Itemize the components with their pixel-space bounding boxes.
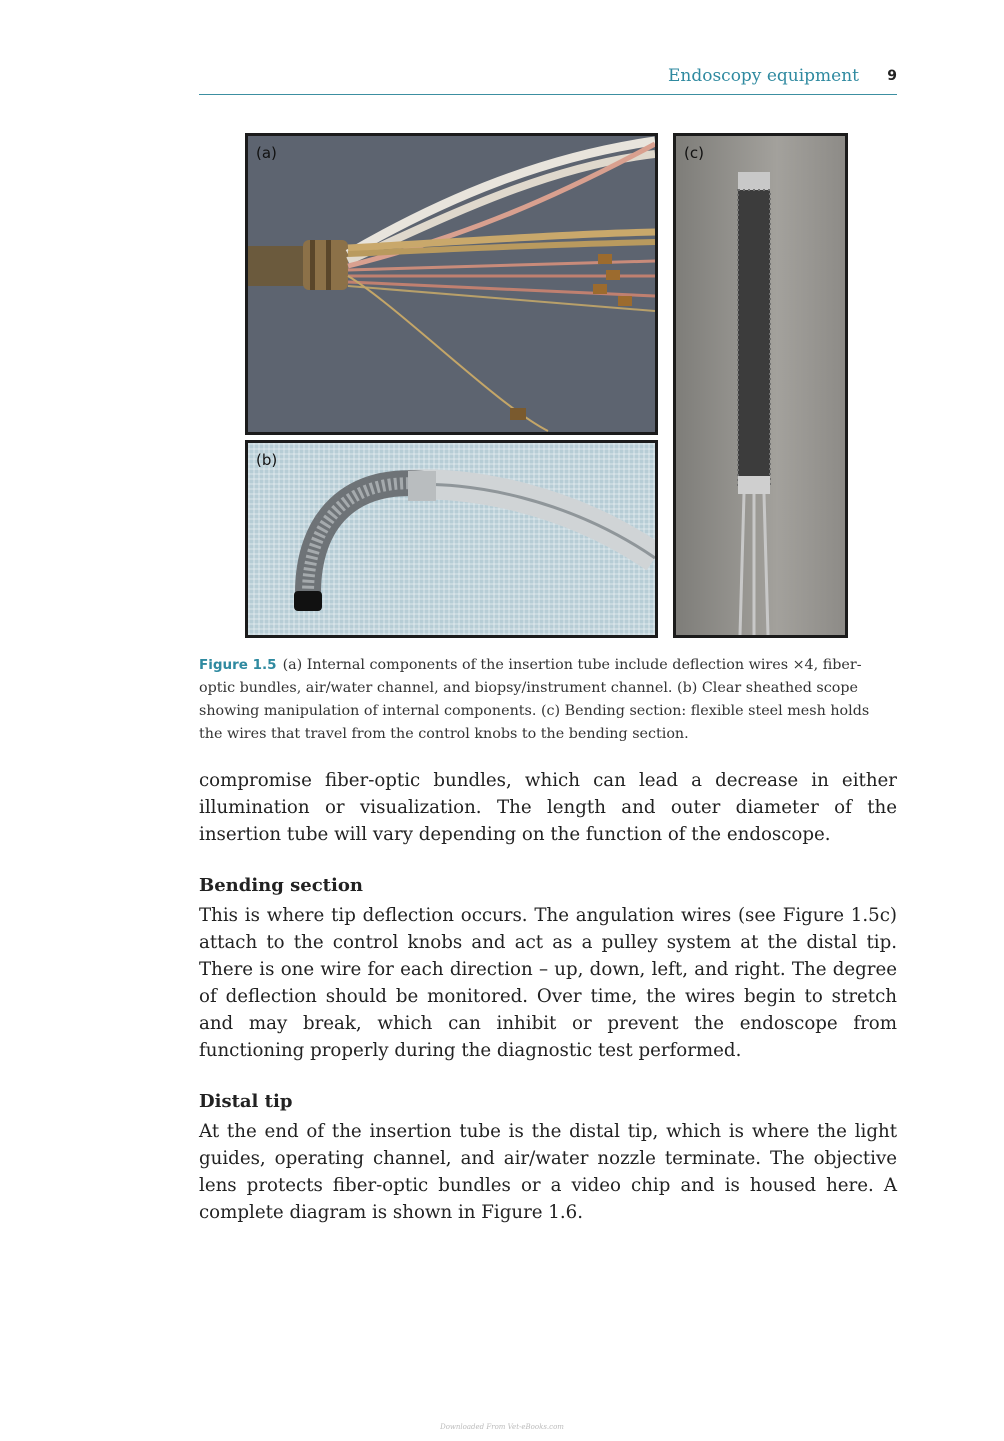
bending-section-illustration	[676, 136, 845, 635]
paragraph-distal-tip: At the end of the insertion tube is the distal tip, which is where the light guides, operating channel, and air/water nozzle terminate. The objective lens protects fiber-optic bundles or a video chip and is housed here. A complete diagram is shown in Figure 1.6.	[199, 1121, 897, 1223]
bent-scope-illustration	[248, 443, 655, 635]
figure-panel-c	[673, 133, 848, 638]
running-header	[199, 62, 897, 95]
page-number: 9	[887, 68, 897, 84]
caption-text: (a) Internal components of the insertion tube include deflection wires ×4, fiber-optic bundles, air/water channel, and biopsy/instrument channel. (b) Clear sheathed scope showing manipulation of internal components. (c) Bending section: flexible steel mesh holds the wires that travel from the control knobs to the bending section.	[199, 657, 870, 742]
figure-panel-a	[245, 133, 658, 435]
heading-distal-tip: Distal tip	[199, 1091, 293, 1112]
figure-label: Figure 1.5	[199, 657, 277, 673]
figure-caption	[199, 654, 897, 746]
figure-panel-b	[245, 440, 658, 638]
panel-label-a: (a)	[256, 144, 277, 162]
running-title: Endoscopy equipment	[667, 66, 859, 86]
panel-label-b: (b)	[256, 451, 278, 469]
heading-bending-section: Bending section	[199, 875, 363, 896]
paragraph-bending-section: This is where tip deflection occurs. The angulation wires (see Figure 1.5c) attach to the control knobs and act as a pulley system at the distal tip. There is one wire for each direction – up, down, left, and right. The degree of deflection should be monitored. Over time, the wires begin to stretch and may break, which can inhibit or prevent the endoscope from functioning properly during the diagnostic test performed.	[199, 905, 897, 1061]
paragraph-insertion-tube: compromise fiber-optic bundles, which can lead a decrease in either illumination or visualization. The length and outer diameter of the insertion tube will vary depending on the function of the endoscope.	[199, 770, 897, 845]
footer-watermark: Downloaded From Vet-eBooks.com	[440, 1423, 564, 1431]
panel-label-c: (c)	[684, 144, 704, 162]
wires-illustration	[248, 136, 655, 432]
